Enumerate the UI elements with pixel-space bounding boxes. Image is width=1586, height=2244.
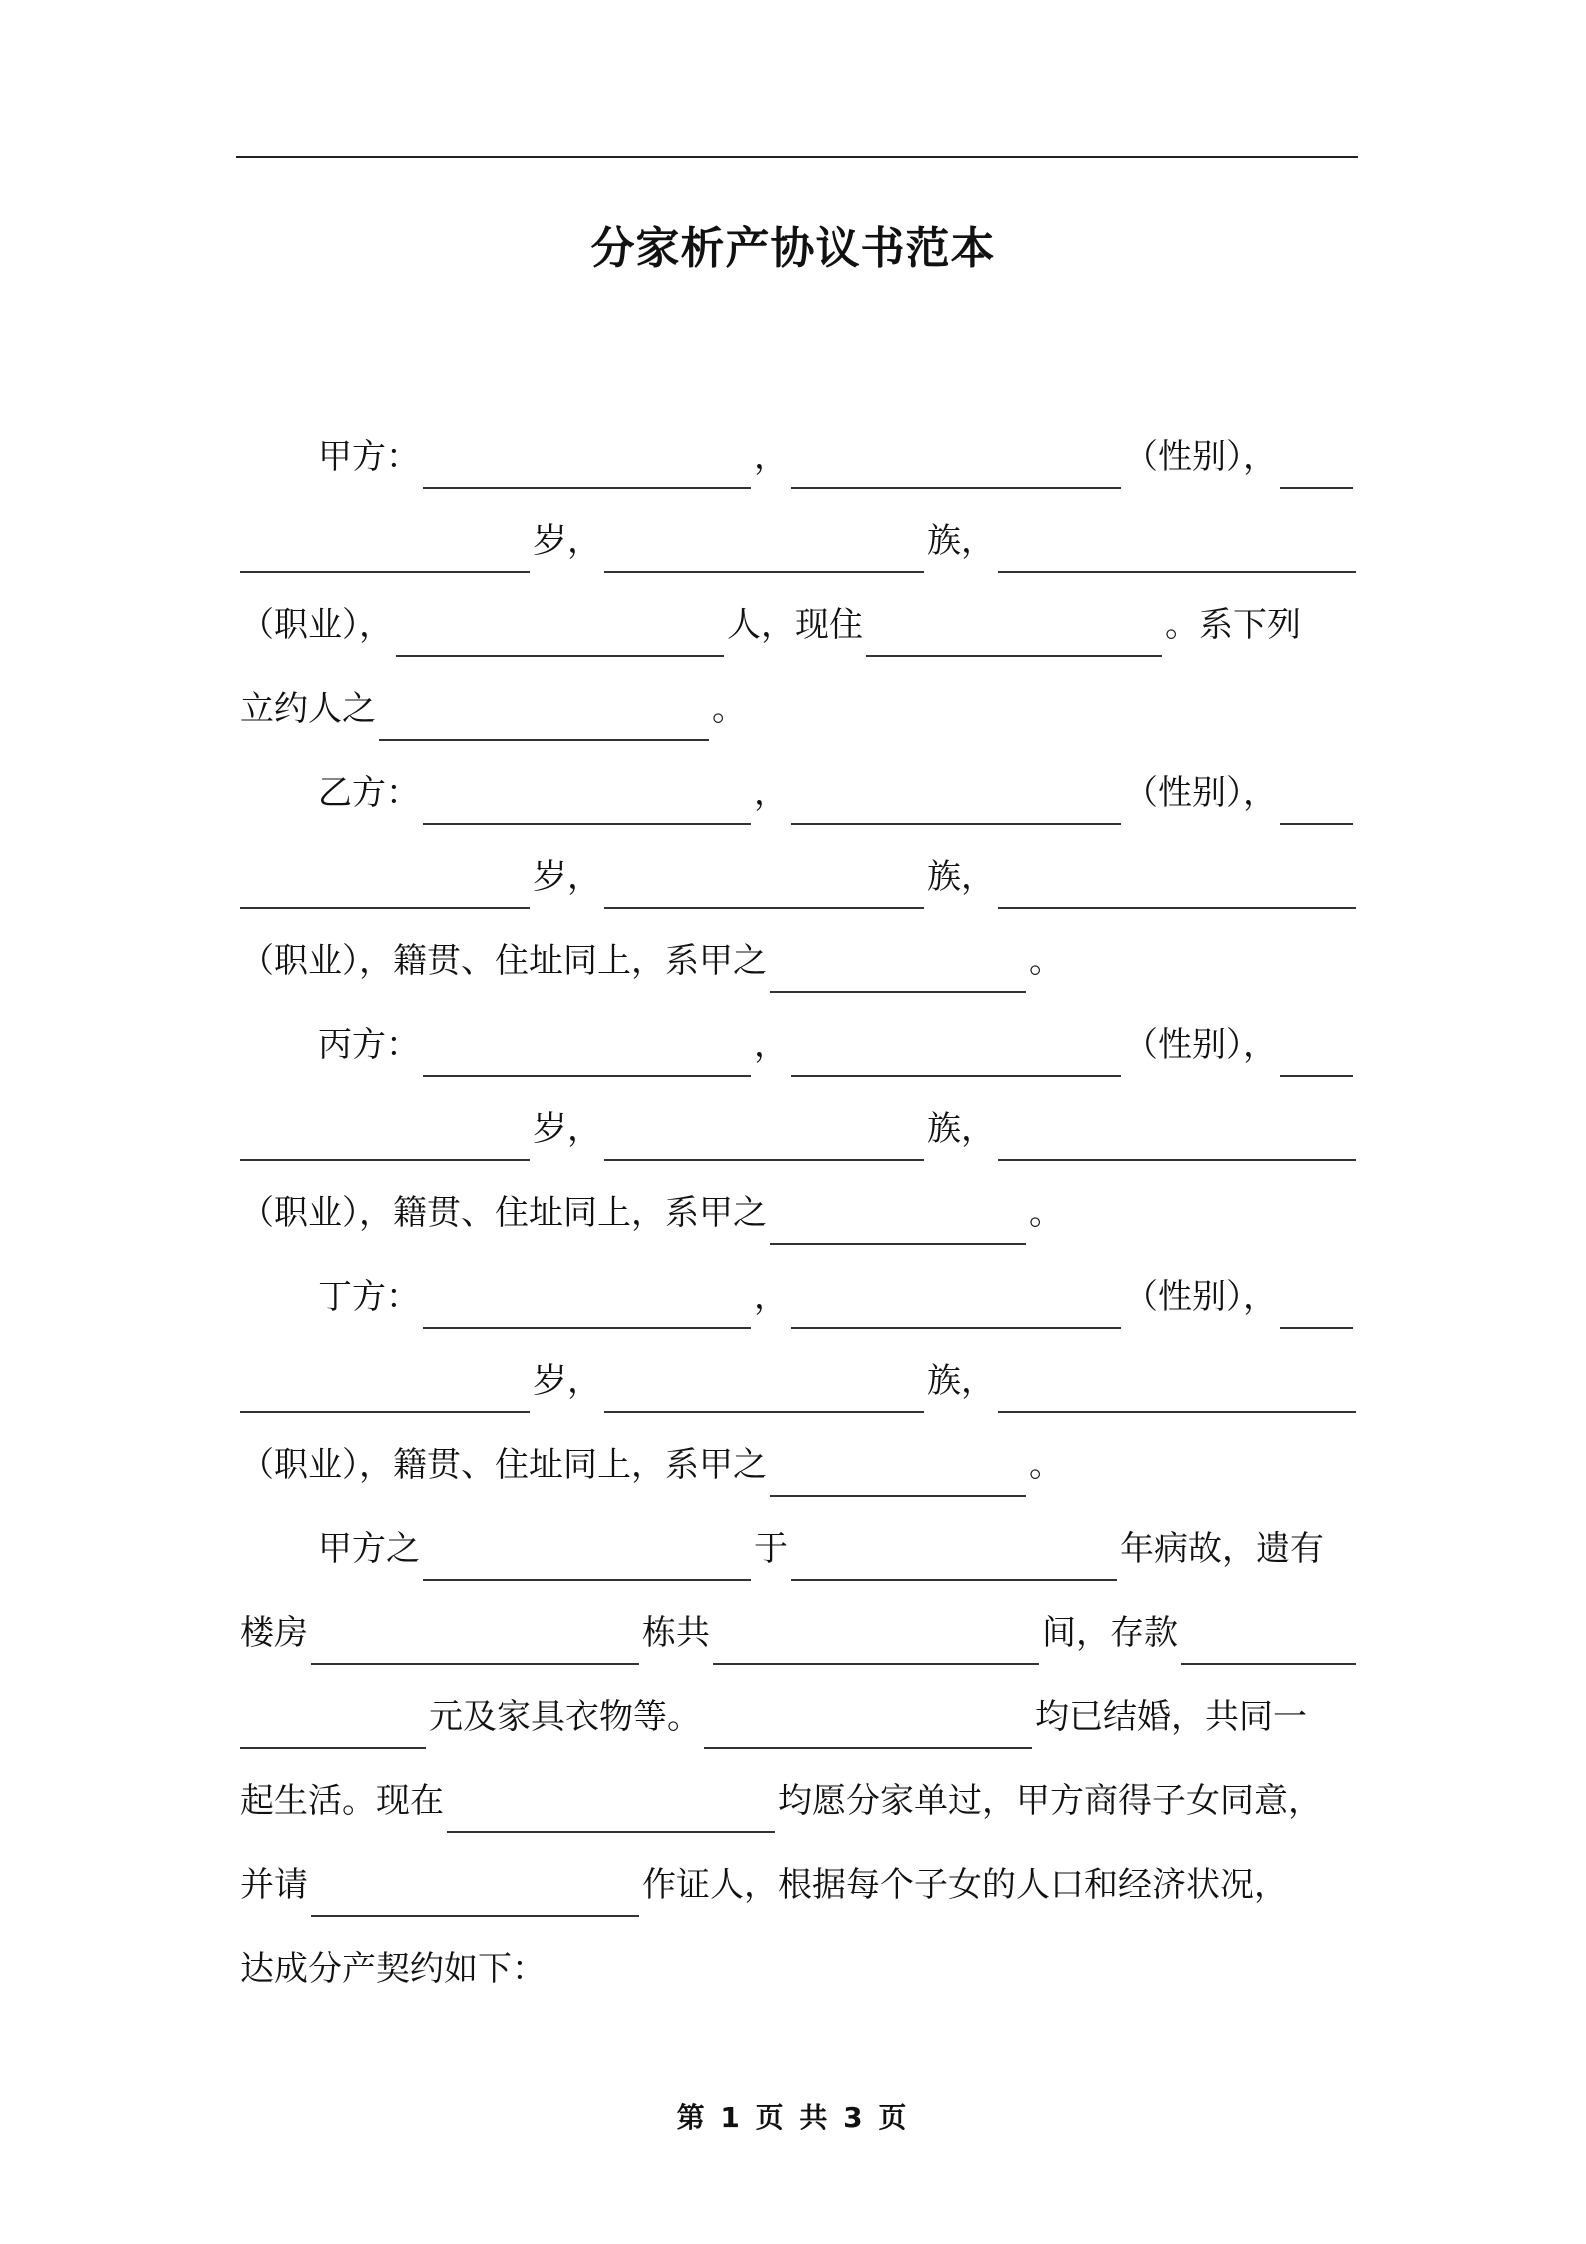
children-blank[interactable] xyxy=(704,1695,1032,1749)
estate-line-4 xyxy=(240,1749,1356,1833)
party-d-name-blank[interactable] xyxy=(423,1275,751,1329)
relation-label: 。系下列 xyxy=(1165,605,1301,645)
party-c-label: 丙方： xyxy=(318,1025,420,1065)
age-label: 岁， xyxy=(533,1109,601,1149)
witness-blank[interactable] xyxy=(311,1863,639,1917)
party-a-line-2 xyxy=(240,489,1356,573)
ethnicity-label: 族， xyxy=(927,1109,995,1149)
party-a-hometown-blank[interactable] xyxy=(396,603,724,657)
estate-text: 均愿分家单过，甲方商得子女同意， xyxy=(778,1781,1322,1821)
estate-line-1 xyxy=(240,1497,1356,1581)
estate-text: 均已结婚，共同一 xyxy=(1035,1697,1307,1737)
header-rule xyxy=(236,156,1358,158)
comma: ， xyxy=(754,1277,788,1317)
party-d-gender-blank[interactable] xyxy=(1280,1275,1353,1329)
party-b-label: 乙方： xyxy=(318,773,420,813)
age-label: 岁， xyxy=(533,521,601,561)
party-b-occupation-blank[interactable] xyxy=(998,855,1356,909)
gender-label: （性别）， xyxy=(1124,773,1277,813)
document-body xyxy=(240,405,1356,2001)
deceased-blank[interactable] xyxy=(423,1527,751,1581)
estate-text: 栋共 xyxy=(642,1613,710,1653)
party-c-extra-blank[interactable] xyxy=(791,1023,1121,1077)
estate-text: 并请 xyxy=(240,1865,308,1905)
party-d-line-3 xyxy=(240,1413,1356,1497)
party-c-relation-blank[interactable] xyxy=(770,1191,1026,1245)
party-c-ethnicity-blank[interactable] xyxy=(604,1107,924,1161)
party-c-line-3 xyxy=(240,1161,1356,1245)
estate-text: 于 xyxy=(754,1529,788,1569)
estate-line-3 xyxy=(240,1665,1356,1749)
party-c-gender-blank[interactable] xyxy=(1280,1023,1353,1077)
occupation-label: （职业）， xyxy=(240,605,393,645)
party-a-extra-blank[interactable] xyxy=(791,435,1121,489)
period: 。 xyxy=(712,689,746,729)
party-d-line-2 xyxy=(240,1329,1356,1413)
party-a-line-3 xyxy=(240,573,1356,657)
estate-text: 作证人，根据每个子女的人口和经济状况， xyxy=(642,1865,1288,1905)
period: 。 xyxy=(1029,941,1063,981)
document-title: 分家析产协议书范本 xyxy=(590,223,996,274)
party-d-relation-blank[interactable] xyxy=(770,1443,1026,1497)
party-b-ethnicity-blank[interactable] xyxy=(604,855,924,909)
party-a-name-blank[interactable] xyxy=(423,435,751,489)
party-a-age-blank[interactable] xyxy=(240,519,530,573)
estate-line-2 xyxy=(240,1581,1356,1665)
estate-line-6 xyxy=(240,1917,1356,2001)
party-a-line-1 xyxy=(240,405,1356,489)
estate-line-5 xyxy=(240,1833,1356,1917)
comma: ， xyxy=(754,1025,788,1065)
party-d-label: 丁方： xyxy=(318,1277,420,1317)
deposit-blank[interactable] xyxy=(1181,1611,1356,1665)
party-a-address-blank[interactable] xyxy=(866,603,1162,657)
building-count-blank[interactable] xyxy=(311,1611,639,1665)
estate-text: 楼房 xyxy=(240,1613,308,1653)
party-a-gender-blank[interactable] xyxy=(1280,435,1353,489)
gender-label: （性别）， xyxy=(1124,437,1277,477)
party-d-ethnicity-blank[interactable] xyxy=(604,1359,924,1413)
age-label: 岁， xyxy=(533,857,601,897)
party-b-extra-blank[interactable] xyxy=(791,771,1121,825)
party-b-line-2 xyxy=(240,825,1356,909)
estate-text: 元及家具衣物等。 xyxy=(429,1697,701,1737)
party-d-occupation-blank[interactable] xyxy=(998,1359,1356,1413)
party-a-relation-blank[interactable] xyxy=(379,687,709,741)
party-c-line-1 xyxy=(240,993,1356,1077)
party-c-line-2 xyxy=(240,1077,1356,1161)
party-a-ethnicity-blank[interactable] xyxy=(604,519,924,573)
party-b-name-blank[interactable] xyxy=(423,771,751,825)
party-c-age-blank[interactable] xyxy=(240,1107,530,1161)
party-a-occupation-blank[interactable] xyxy=(998,519,1356,573)
estate-text: 达成分产契约如下： xyxy=(240,1949,546,1989)
comma: ， xyxy=(754,437,788,477)
page-footer: 第 1 页 共 3 页 xyxy=(676,2101,910,2134)
party-b-gender-blank[interactable] xyxy=(1280,771,1353,825)
party-b-relation-text: （职业），籍贯、住址同上，系甲之 xyxy=(240,941,767,981)
death-year-blank[interactable] xyxy=(791,1527,1117,1581)
party-c-relation-text: （职业），籍贯、住址同上，系甲之 xyxy=(240,1193,767,1233)
party-d-age-blank[interactable] xyxy=(240,1359,530,1413)
gender-label: （性别）， xyxy=(1124,1025,1277,1065)
room-count-blank[interactable] xyxy=(713,1611,1039,1665)
ethnicity-label: 族， xyxy=(927,521,995,561)
estate-text: 间，存款 xyxy=(1042,1613,1178,1653)
age-label: 岁， xyxy=(533,1361,601,1401)
party-b-line-1 xyxy=(240,741,1356,825)
party-b-relation-blank[interactable] xyxy=(770,939,1026,993)
parties-blank[interactable] xyxy=(447,1779,775,1833)
comma: ， xyxy=(754,773,788,813)
period: 。 xyxy=(1029,1445,1063,1485)
party-a-line-4 xyxy=(240,657,1356,741)
party-d-line-1 xyxy=(240,1245,1356,1329)
estate-text: 起生活。现在 xyxy=(240,1781,444,1821)
residence-label: 人，现住 xyxy=(727,605,863,645)
party-c-occupation-blank[interactable] xyxy=(998,1107,1356,1161)
party-a-label: 甲方： xyxy=(318,437,420,477)
gender-label: （性别）， xyxy=(1124,1277,1277,1317)
party-b-line-3 xyxy=(240,909,1356,993)
period: 。 xyxy=(1029,1193,1063,1233)
party-d-extra-blank[interactable] xyxy=(791,1275,1121,1329)
party-b-age-blank[interactable] xyxy=(240,855,530,909)
estate-text: 年病故，遗有 xyxy=(1120,1529,1324,1569)
estate-text: 甲方之 xyxy=(318,1529,420,1569)
party-d-relation-text: （职业），籍贯、住址同上，系甲之 xyxy=(240,1445,767,1485)
ethnicity-label: 族， xyxy=(927,1361,995,1401)
party-c-name-blank[interactable] xyxy=(423,1023,751,1077)
deposit-amount-blank[interactable] xyxy=(240,1695,426,1749)
party-a-relation-prefix: 立约人之 xyxy=(240,689,376,729)
ethnicity-label: 族， xyxy=(927,857,995,897)
